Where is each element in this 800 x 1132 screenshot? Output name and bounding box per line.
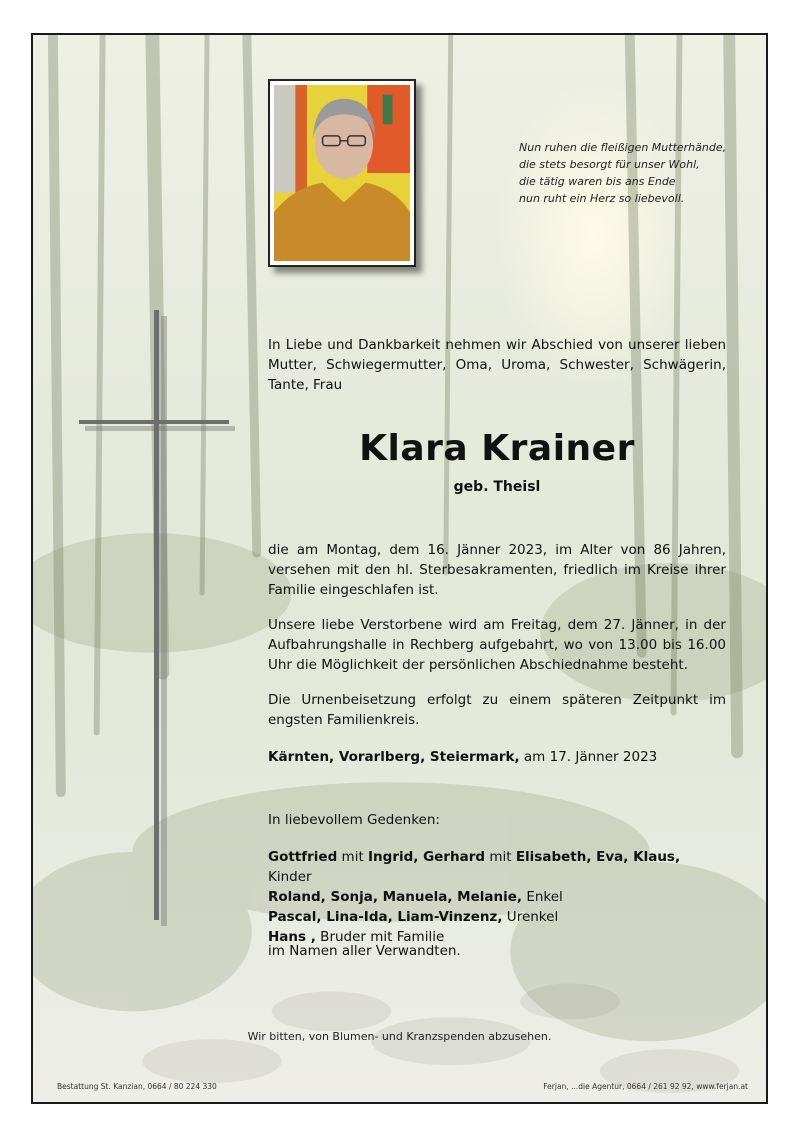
footer-agency: Ferjan, ...die Agentur, 0664 / 261 92 92, www.ferjan.at — [543, 1082, 748, 1091]
family-relation: Bruder mit Familie — [315, 929, 445, 945]
flower-request: Wir bitten, von Blumen- und Kranzspenden abzusehen. — [247, 1030, 552, 1043]
family-list — [268, 847, 726, 947]
family-name: Roland, Sonja, Manuela, Melanie, — [268, 889, 523, 905]
family-name: Hans , — [268, 929, 316, 945]
family-relation: Enkel — [522, 889, 563, 905]
family-relation: Kinder — [268, 869, 312, 885]
names-all-relatives: im Namen aller Verwandten. — [268, 943, 461, 959]
deceased-name: Klara Krainer — [359, 428, 635, 469]
place-date-line — [268, 747, 726, 767]
poem — [519, 139, 759, 207]
family-relation: Urenkel — [502, 909, 559, 925]
poem-line: Nun ruhen die fleißigen Mutterhände, — [519, 141, 727, 154]
family-name: Ingrid, Gerhard — [368, 849, 486, 865]
latin-cross-icon — [77, 310, 237, 930]
family-line-children — [268, 847, 726, 887]
family-name: Elisabeth, Eva, Klaus, — [515, 849, 681, 865]
notice-date: am 17. Jänner 2023 — [519, 749, 658, 765]
birth-name: geb. Theisl — [453, 479, 541, 495]
death-paragraph: die am Montag, dem 16. Jänner 2023, im Alter von 86 Jahren, versehen mit den hl. Sterbesakramenten, friedlich im Kreise ihrer Familie eingeschlafen ist. — [268, 542, 726, 598]
family-line-great-grandchildren — [268, 907, 726, 927]
portrait-photo — [274, 85, 410, 261]
family-name: Pascal, Lina-Ida, Liam-Vinzenz, — [268, 909, 503, 925]
place-names: Kärnten, Vorarlberg, Steiermark, — [268, 749, 520, 765]
portrait-photo-frame — [268, 79, 416, 267]
family-connector: mit — [485, 849, 516, 865]
poem-line: die stets besorgt für unser Wohl, — [519, 158, 700, 171]
intro-text: In Liebe und Dankbarkeit nehmen wir Abschied von unserer lieben Mutter, Schwiegermutter, Oma, Uroma, Schwester, Schwägerin, Tante, Frau — [268, 337, 726, 393]
obituary-card — [31, 33, 768, 1104]
urn-paragraph: Die Urnenbeisetzung erfolgt zu einem späteren Zeitpunkt im engsten Familienkreis. — [268, 692, 726, 728]
family-connector: mit — [337, 849, 369, 865]
footer-undertaker: Bestattung St. Kanzian, 0664 / 80 224 330 — [57, 1082, 217, 1091]
poem-line: nun ruht ein Herz so liebevoll. — [519, 192, 685, 205]
family-line-grandchildren — [268, 887, 726, 907]
family-name: Gottfried — [268, 849, 338, 865]
gedenken-heading: In liebevollem Gedenken: — [268, 812, 440, 828]
poem-line: die tätig waren bis ans Ende — [519, 175, 676, 188]
viewing-paragraph: Unsere liebe Verstorbene wird am Freitag, dem 27. Jänner, in der Aufbahrungshalle in Rechberg aufgebahrt, wo von 13.00 bis 16.00 Uhr die Möglichkeit der persönlichen Abschiednahme besteht. — [268, 617, 726, 673]
